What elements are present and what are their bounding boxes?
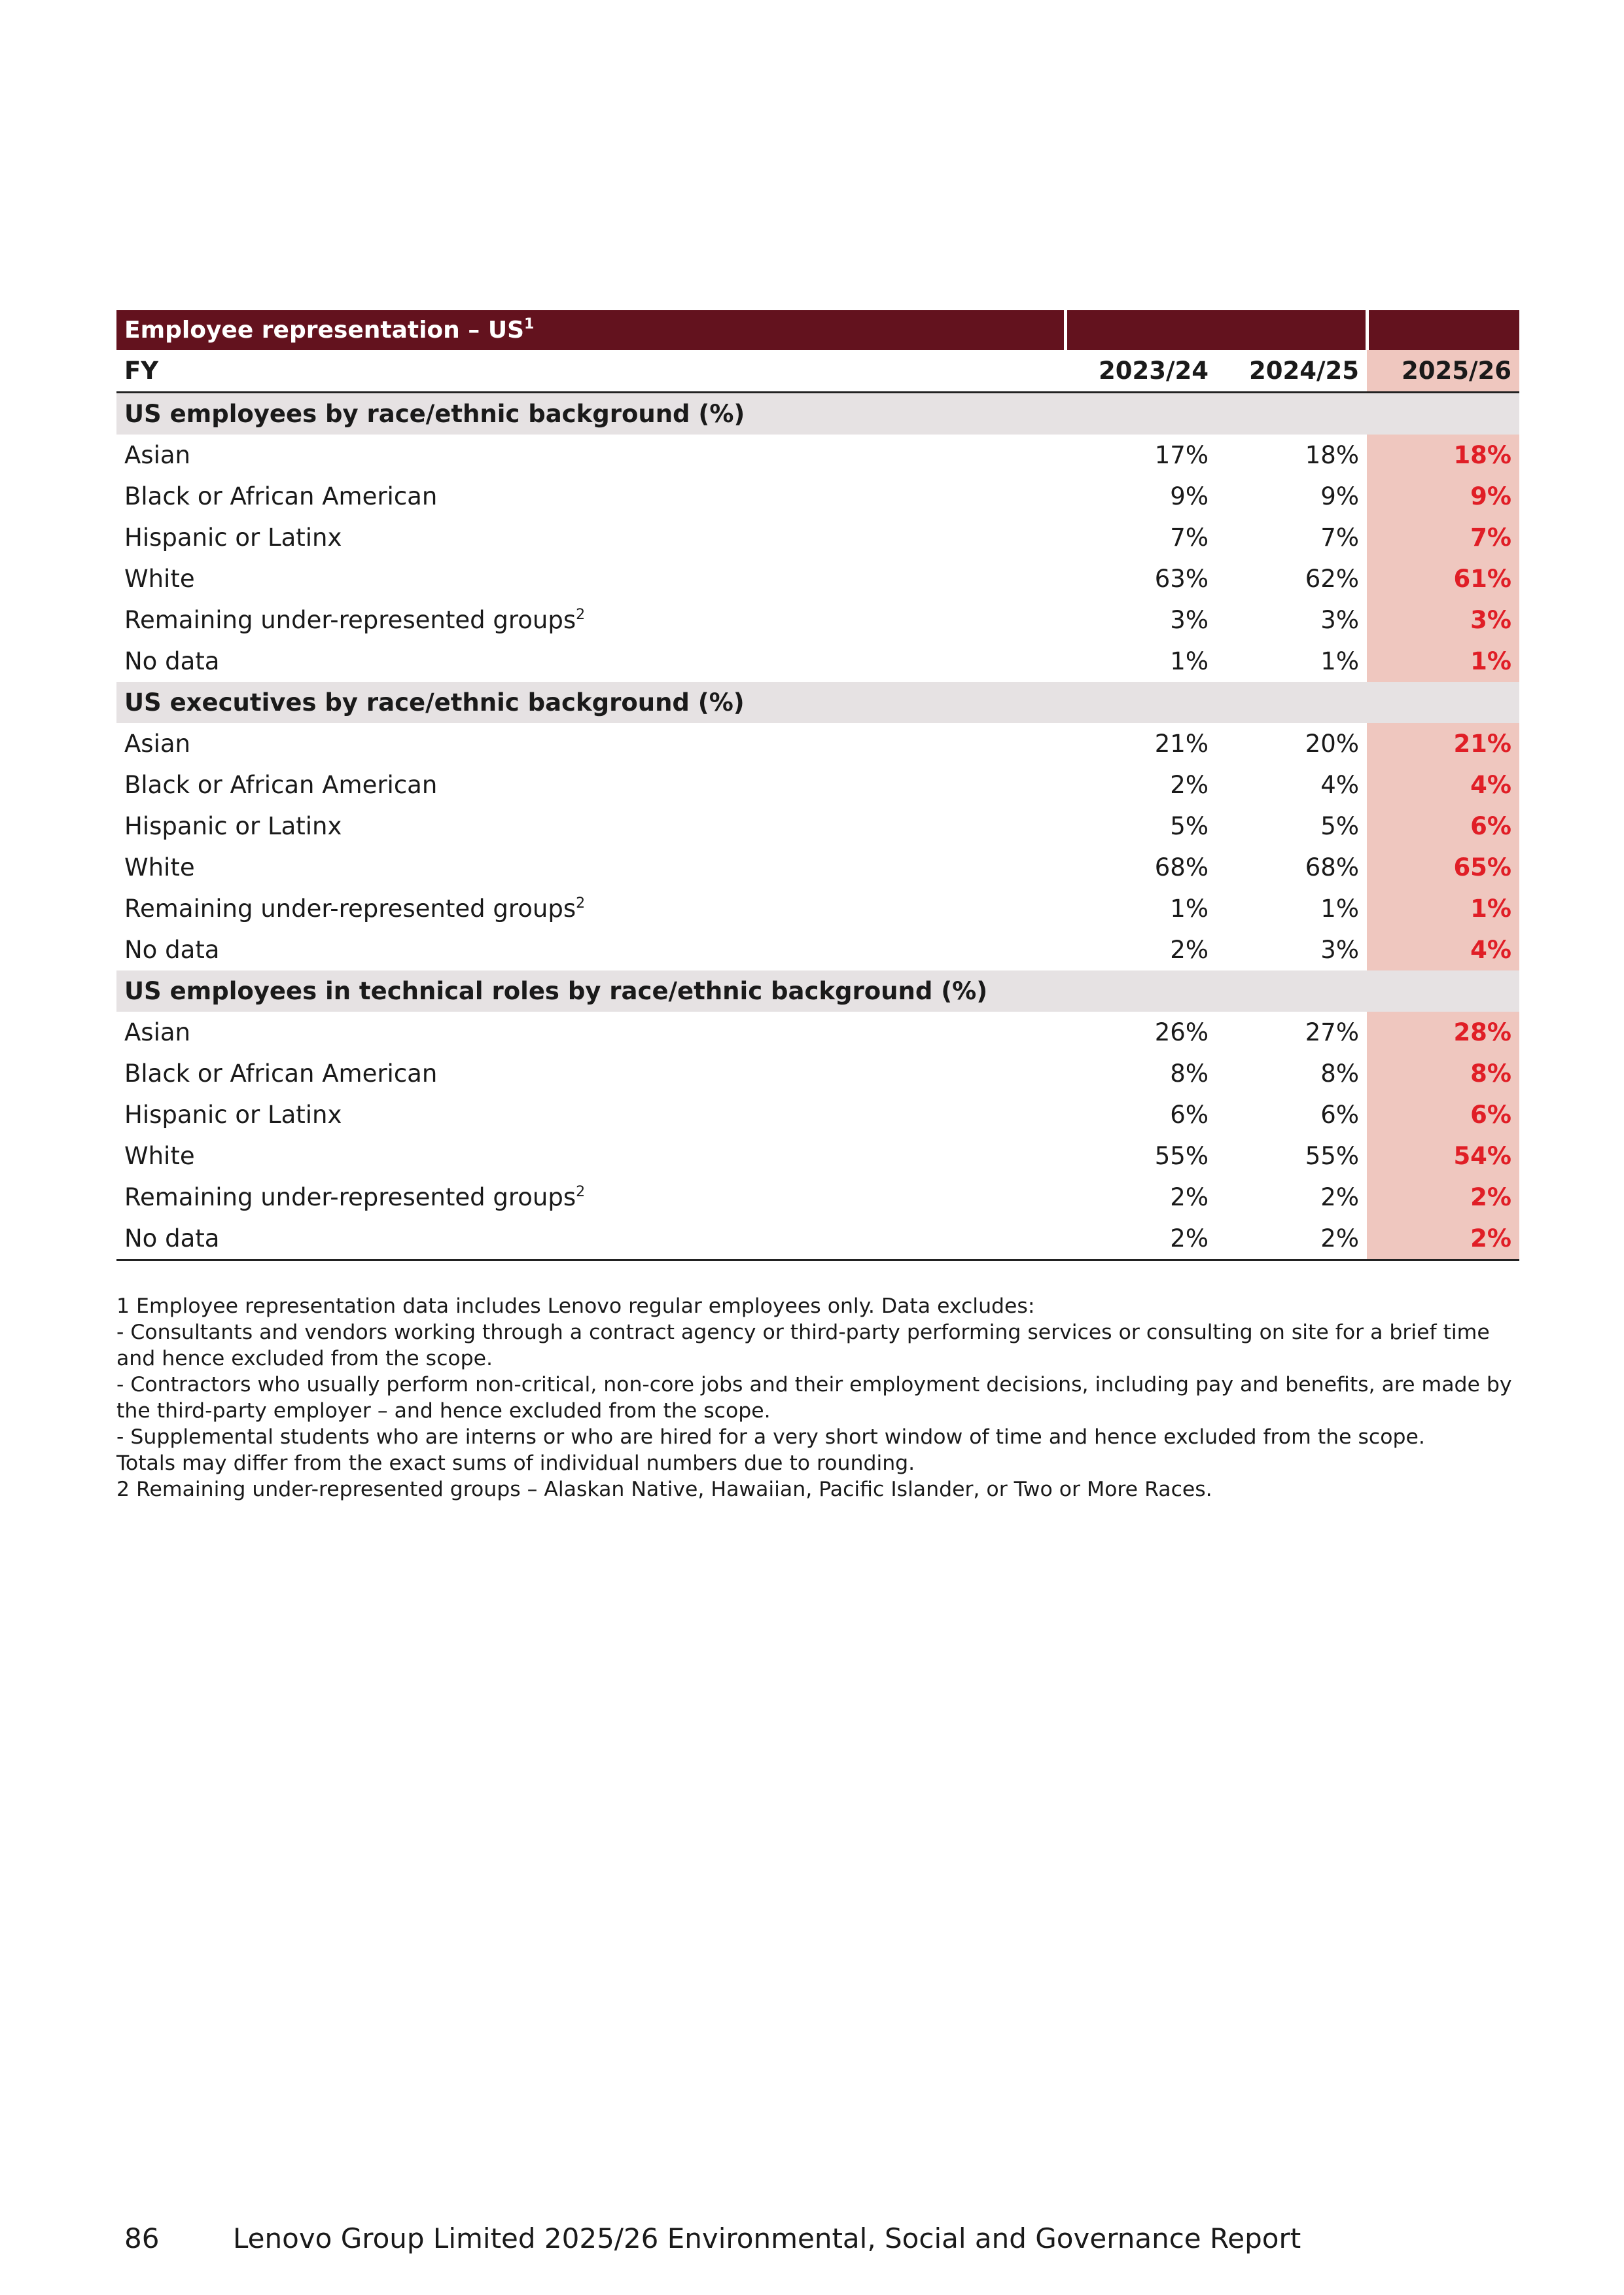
- table-row: [116, 599, 1519, 641]
- row-label: White: [124, 853, 195, 881]
- footnote-line: 2 Remaining under-represented groups – Alaskan Native, Hawaiian, Pacific Islander, or Two or More Races.: [116, 1478, 1212, 1501]
- value-cell: 8%: [1320, 1059, 1359, 1088]
- value-cell: 18%: [1305, 441, 1359, 469]
- value-cell-current: 65%: [1367, 847, 1519, 888]
- value-cell: 7%: [1320, 524, 1359, 552]
- row-label: Hispanic or Latinx: [124, 812, 342, 840]
- value-cell: 1%: [1320, 895, 1359, 923]
- value-cell: 5%: [1320, 812, 1359, 840]
- row-label: Hispanic or Latinx: [124, 524, 342, 552]
- page-footer: [124, 2222, 1301, 2254]
- table-row: [116, 1135, 1519, 1177]
- row-label: White: [124, 565, 195, 593]
- value-cell: 2%: [1170, 1183, 1209, 1211]
- value-cell: 7%: [1170, 524, 1209, 552]
- table-header-row: [116, 350, 1519, 393]
- value-cell: 4%: [1320, 771, 1359, 799]
- value-cell: 21%: [1154, 730, 1209, 758]
- row-label: Asian: [124, 730, 190, 758]
- row-label: Asian: [124, 441, 190, 469]
- value-cell-current: 4%: [1367, 764, 1519, 806]
- value-cell-current: 1%: [1367, 888, 1519, 929]
- row-label: Black or African American: [124, 771, 438, 799]
- footnote-line: - Contractors who usually perform non-critical, non-core jobs and their employment decisions, including pay and benefits, are made by the third-party employer – and hence excluded from the scope.: [116, 1373, 1512, 1423]
- footnote-line: Totals may differ from the exact sums of individual numbers due to rounding.: [116, 1451, 915, 1475]
- section-heading-row: [116, 682, 1519, 723]
- value-cell: 27%: [1305, 1018, 1359, 1046]
- value-cell-current: 8%: [1367, 1053, 1519, 1094]
- value-cell-current: 61%: [1367, 558, 1519, 599]
- value-cell-current: 9%: [1367, 476, 1519, 517]
- year-header: 2024/25: [1216, 350, 1367, 393]
- row-label: No data: [124, 647, 220, 675]
- table-title-row: [116, 310, 1519, 350]
- value-cell: 9%: [1320, 482, 1359, 510]
- table-row: [116, 558, 1519, 599]
- row-label: Remaining under-represented groups$^2$: [124, 895, 586, 923]
- value-cell-current: 21%: [1367, 723, 1519, 764]
- footnote-ref: 2: [576, 1184, 586, 1200]
- value-cell: 6%: [1320, 1101, 1359, 1129]
- value-cell: 17%: [1154, 441, 1209, 469]
- table-row: [116, 723, 1519, 764]
- table-row: [116, 806, 1519, 847]
- table-row: [116, 1218, 1519, 1260]
- value-cell-current: 54%: [1367, 1135, 1519, 1177]
- value-cell: 2%: [1320, 1183, 1359, 1211]
- value-cell: 6%: [1170, 1101, 1209, 1129]
- value-cell: 68%: [1305, 853, 1359, 881]
- value-cell-current: 18%: [1367, 435, 1519, 476]
- employee-representation-table: [116, 310, 1519, 1261]
- value-cell: 20%: [1305, 730, 1359, 758]
- table-title: Employee representation – $US^1$: [116, 310, 1065, 350]
- value-cell-current: 3%: [1367, 599, 1519, 641]
- table-row: [116, 929, 1519, 970]
- row-label: No data: [116, 1218, 1065, 1260]
- row-label: Remaining under-represented groups$^2$: [124, 606, 586, 634]
- table-row: [116, 1053, 1519, 1094]
- section-heading-row: [116, 970, 1519, 1012]
- value-cell: 63%: [1154, 565, 1209, 593]
- footnote-ref: 1: [524, 316, 535, 332]
- row-label: No data: [124, 936, 220, 964]
- footnote-line: - Consultants and vendors working through a contract agency or third-party performing services or consulting on site for a brief time and hence excluded from the scope.: [116, 1321, 1490, 1370]
- value-cell: 5%: [1170, 812, 1209, 840]
- value-cell-current: 2%: [1367, 1218, 1519, 1260]
- table-row: [116, 1012, 1519, 1053]
- table-row: [116, 641, 1519, 682]
- value-cell: 55%: [1305, 1142, 1359, 1170]
- table-row: [116, 517, 1519, 558]
- footnotes: [116, 1293, 1530, 1503]
- value-cell-current: 28%: [1367, 1012, 1519, 1053]
- section-heading: US executives by race/ethnic background (%): [116, 682, 1519, 723]
- year-header: 2023/24: [1065, 350, 1216, 393]
- year-header-current: 2025/26: [1367, 350, 1519, 393]
- row-label: Asian: [124, 1018, 190, 1046]
- table-row: [116, 764, 1519, 806]
- table-row: [116, 1094, 1519, 1135]
- table-row: [116, 847, 1519, 888]
- value-cell: 1%: [1170, 895, 1209, 923]
- footnote-line: - Supplemental students who are interns or who are hired for a very short window of time and hence excluded from the scope.: [116, 1425, 1425, 1449]
- value-cell-current: 2%: [1367, 1177, 1519, 1218]
- footer-text: Lenovo Group Limited 2025/26 Environmental, Social and Governance Report: [233, 2222, 1301, 2254]
- row-label: Remaining under-represented groups$^2$: [124, 1183, 586, 1211]
- value-cell-current: 7%: [1367, 517, 1519, 558]
- row-label: Black or African American: [124, 1059, 438, 1088]
- section-heading: US employees in technical roles by race/ethnic background (%): [116, 970, 1519, 1012]
- page-number: 86: [124, 2222, 160, 2254]
- value-cell-current: 6%: [1367, 806, 1519, 847]
- table-row: [116, 476, 1519, 517]
- value-cell: 2%: [1065, 1218, 1216, 1260]
- title-spacer: [1065, 310, 1367, 350]
- value-cell: 3%: [1170, 606, 1209, 634]
- value-cell-current: 6%: [1367, 1094, 1519, 1135]
- fy-label: FY: [116, 350, 1065, 393]
- value-cell: 62%: [1305, 565, 1359, 593]
- title-spacer: [1367, 310, 1519, 350]
- value-cell-current: 1%: [1367, 641, 1519, 682]
- value-cell: 68%: [1154, 853, 1209, 881]
- row-label: White: [124, 1142, 195, 1170]
- value-cell: 3%: [1320, 936, 1359, 964]
- table-row: [116, 1177, 1519, 1218]
- row-label: Hispanic or Latinx: [124, 1101, 342, 1129]
- value-cell: 55%: [1154, 1142, 1209, 1170]
- value-cell: 26%: [1154, 1018, 1209, 1046]
- value-cell: 8%: [1170, 1059, 1209, 1088]
- table-row: [116, 435, 1519, 476]
- footnote-ref: 2: [576, 895, 586, 912]
- row-label: Black or African American: [124, 482, 438, 510]
- section-heading-row: [116, 393, 1519, 435]
- value-cell: 1%: [1170, 647, 1209, 675]
- footnote-ref: 2: [576, 607, 586, 623]
- value-cell: 9%: [1170, 482, 1209, 510]
- footnote-line: 1 Employee representation data includes Lenovo regular employees only. Data excludes:: [116, 1294, 1035, 1318]
- section-heading: US employees by race/ethnic background (%): [116, 393, 1519, 435]
- table-row: [116, 888, 1519, 929]
- value-cell: 2%: [1170, 771, 1209, 799]
- value-cell: 3%: [1320, 606, 1359, 634]
- value-cell: 2%: [1170, 936, 1209, 964]
- value-cell: 2%: [1216, 1218, 1367, 1260]
- value-cell-current: 4%: [1367, 929, 1519, 970]
- value-cell: 1%: [1320, 647, 1359, 675]
